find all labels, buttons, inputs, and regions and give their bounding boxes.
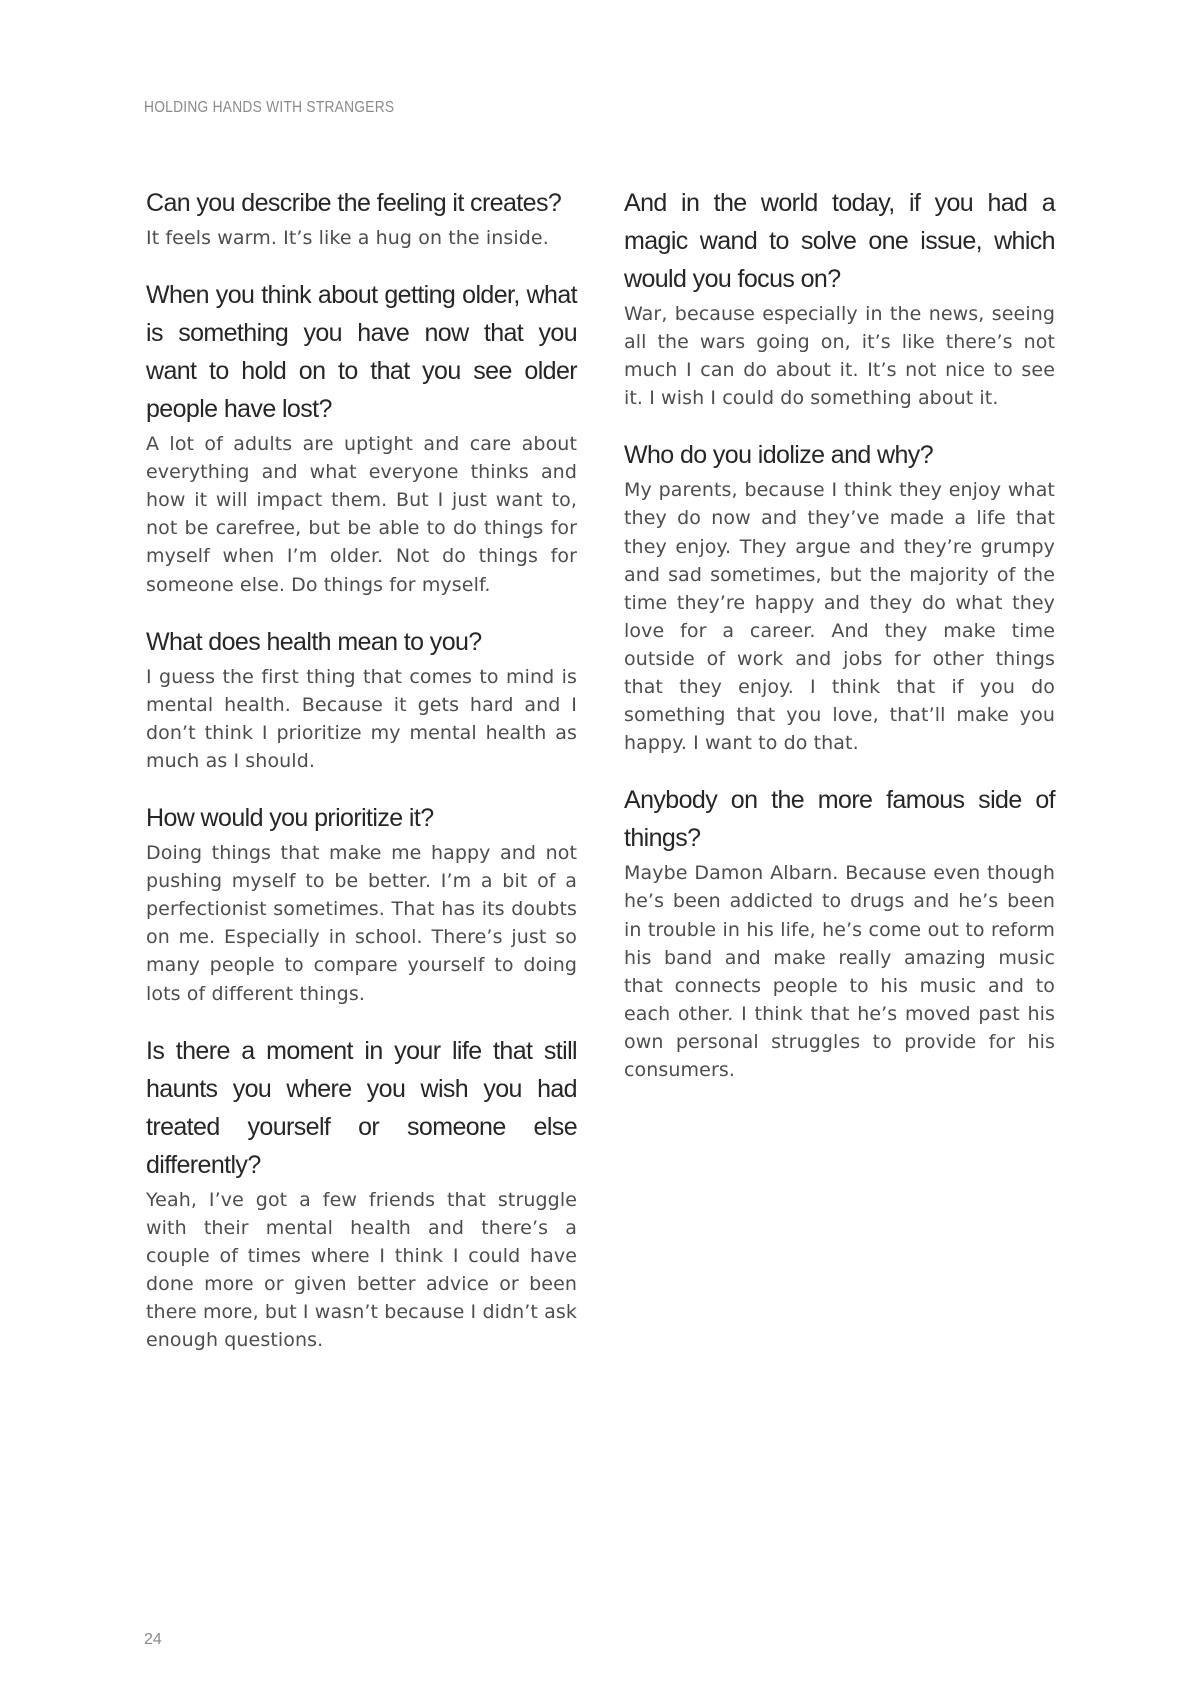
- question-heading: Is there a moment in your life that still haunts you where you wish you had treated yourself or someone else differently?: [146, 1036, 577, 1179]
- qa-block: [146, 276, 577, 599]
- question-heading: When you think about getting older, what is something you have now that you want to hold on to that you see older people have lost?: [146, 281, 577, 424]
- right-column: [624, 184, 1055, 1108]
- qa-block: [624, 436, 1055, 757]
- answer-paragraph: It feels warm. It’s like a hug on the inside.: [146, 227, 549, 249]
- question-heading: What does health mean to you?: [146, 627, 482, 656]
- qa-block: [624, 184, 1055, 412]
- qa-block: [624, 781, 1055, 1084]
- question-heading: How would you prioritize it?: [146, 804, 434, 833]
- question-heading: Can you describe the feeling it creates?: [146, 189, 562, 217]
- answer-paragraph: Doing things that make me happy and not pushing myself to be better. I’m a bit of a perfectionist sometimes. That has its doubts on me. Especially in school. There’s just so many people to compare yourself to doing lots of different things.: [146, 842, 577, 1005]
- page-number: 24: [144, 1631, 162, 1648]
- qa-block: [146, 799, 577, 1008]
- answer-paragraph: Yeah, I’ve got a few friends that struggle with their mental health and there’s a couple of times where I think I could have done more or given better advice or been there more, but I wasn’t because I didn’t ask enough questions.: [146, 1188, 577, 1352]
- qa-block: [146, 1032, 577, 1355]
- answer-paragraph: War, because especially in the news, seeing all the wars going on, it’s like there’s not much I can do about it. It’s not nice to see it. I wish I could do something about it.: [624, 303, 1055, 410]
- answer-paragraph: Maybe Damon Albarn. Because even though he’s been addicted to drugs and he’s been in trouble in his life, he’s come out to reform his band and make really amazing music that connects people to his music and to each other. I think that he’s moved past his own personal struggles to provide for his consumers.: [624, 862, 1055, 1081]
- answer-paragraph: I guess the first thing that comes to mind is mental health. Because it gets hard and I don’t think I prioritize my mental health as much as I should.: [146, 665, 577, 772]
- qa-block: [146, 184, 577, 252]
- running-header: HOLDING HANDS WITH STRANGERS: [144, 99, 395, 116]
- answer-paragraph: My parents, because I think they enjoy what they do now and they’ve made a life that they enjoy. They argue and they’re grumpy and sad sometimes, but the majority of the time they’re happy and they do what they love for a career. And they make time outside of work and jobs for other things that they enjoy. I think that if you do something that you love, that’ll make you happy. I want to do that.: [624, 479, 1055, 755]
- question-heading: Who do you idolize and why?: [624, 441, 933, 470]
- left-column: [146, 184, 577, 1378]
- answer-paragraph: A lot of adults are uptight and care about everything and what everyone thinks and how it will impact them. But I just want to, not be carefree, but be able to do things for myself when I’m older. Not do things for someone else. Do things for myself.: [146, 433, 577, 596]
- question-heading: And in the world today, if you had a magic wand to solve one issue, which would you focus on?: [624, 189, 1055, 293]
- qa-block: [146, 623, 577, 775]
- question-heading: Anybody on the more famous side of things?: [624, 786, 1055, 853]
